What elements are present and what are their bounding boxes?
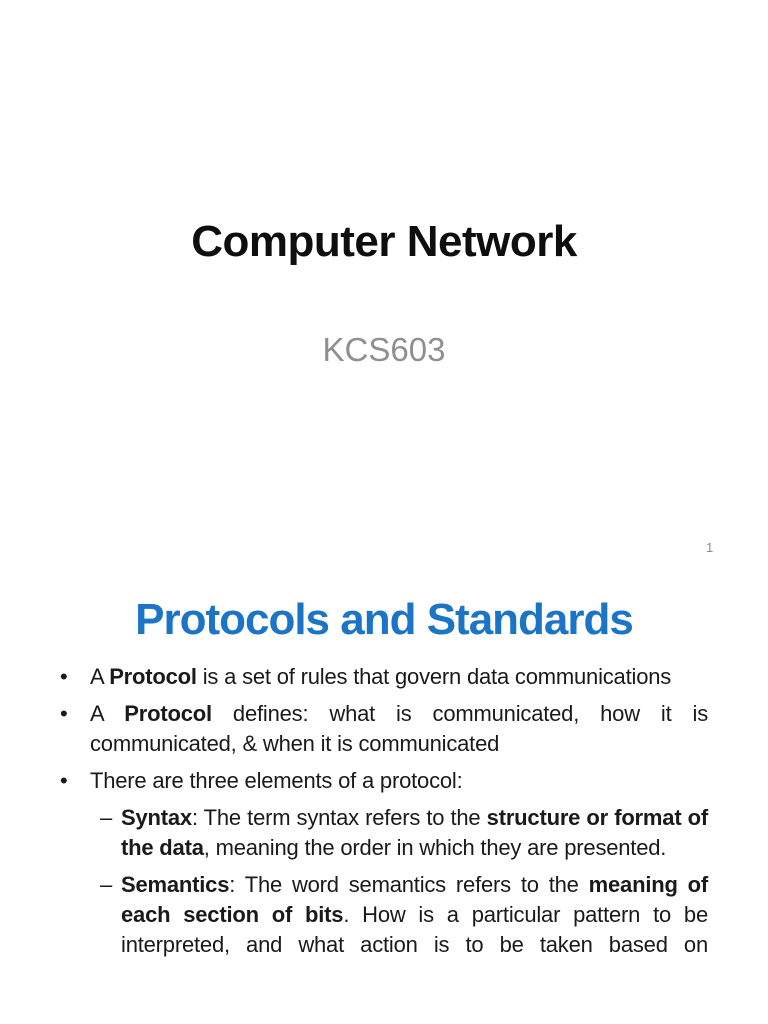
bullet-text: A Protocol defines: what is communicated, how it is communicated, & when it is communicated	[90, 701, 708, 756]
slide2-heading: Protocols and Standards	[135, 595, 633, 644]
bullet-dot-marker: •	[60, 768, 68, 793]
bullet-item	[60, 766, 708, 796]
bullet-dot-marker: •	[60, 701, 68, 726]
bullet-item	[100, 803, 708, 863]
bullet-text: There are three elements of a protocol:	[90, 768, 463, 793]
bullet-text: Syntax: The term syntax refers to the structure or format of the data, meaning the order in which they are presented.	[121, 805, 708, 860]
slide1-subtitle: KCS603	[322, 331, 446, 368]
slide1-title: Computer Network	[191, 217, 577, 266]
dash-marker: –	[100, 872, 113, 897]
dash-marker: –	[100, 805, 113, 830]
bullet-list	[60, 662, 708, 967]
bullet-text: A Protocol is a set of rules that govern data communications	[90, 664, 672, 689]
slide1-page-number: 1	[706, 540, 714, 555]
bullet-dot-marker: •	[60, 664, 68, 689]
bullet-item	[100, 870, 708, 960]
bullet-item	[60, 699, 708, 759]
slide-2	[0, 576, 768, 1024]
bullet-item	[60, 662, 708, 692]
bullet-text: Semantics: The word semantics refers to the meaning of each section of bits. How is a particular pattern to be interpreted, and what action is to be taken based on	[121, 872, 709, 957]
